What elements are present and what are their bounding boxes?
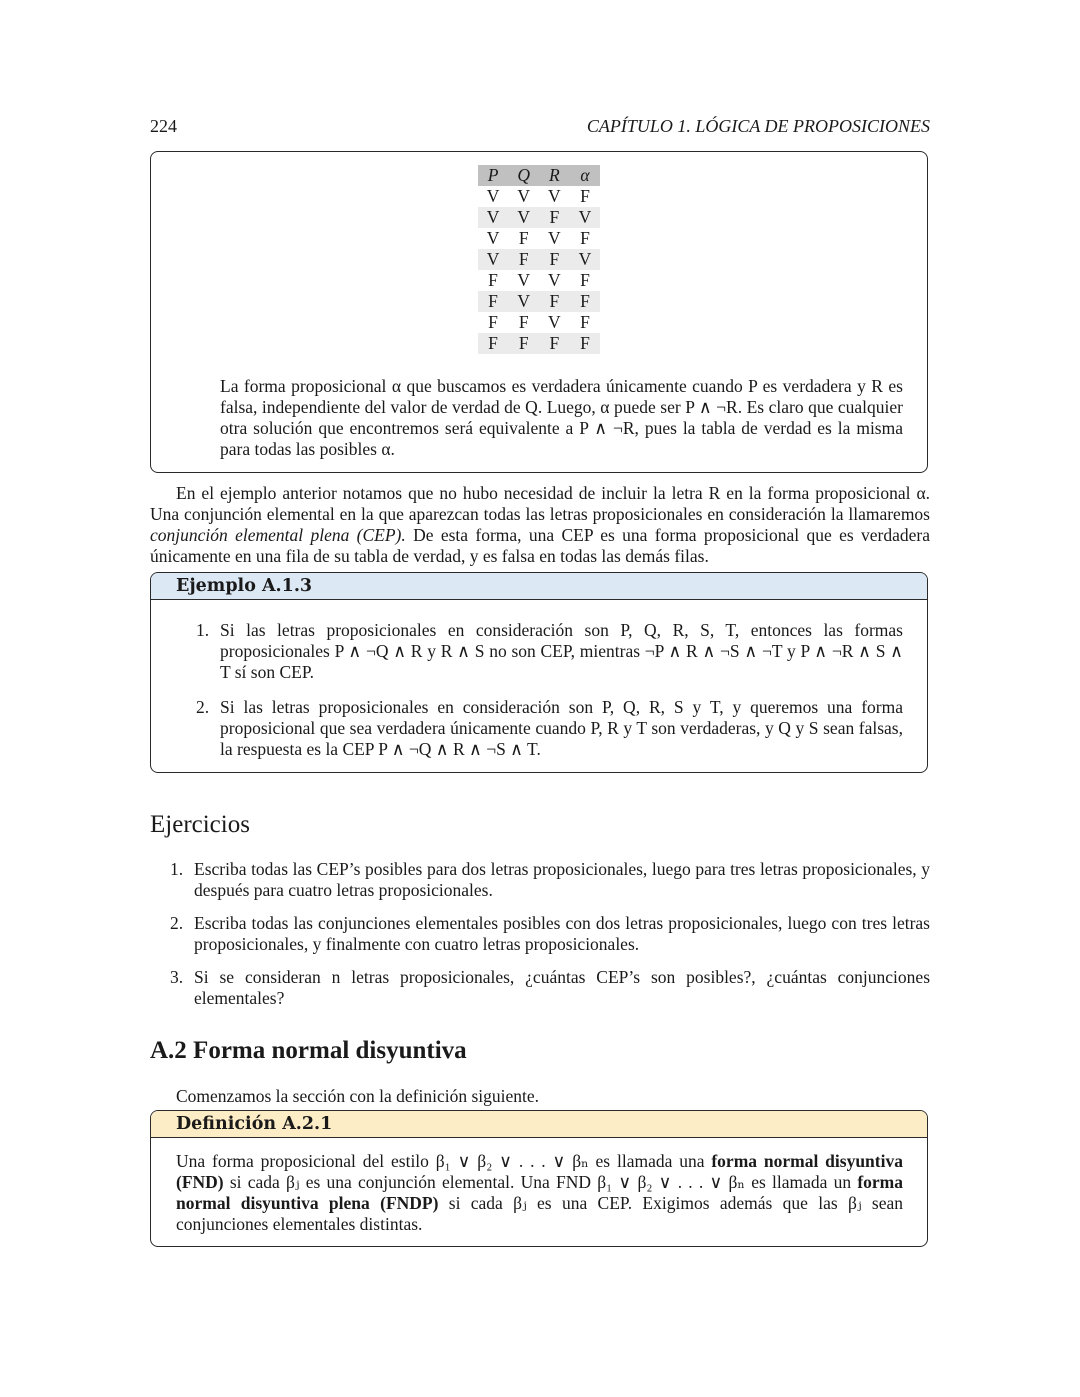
cell: F <box>580 186 590 206</box>
cell: V <box>548 186 561 206</box>
table-row <box>478 186 601 207</box>
table-row <box>478 333 601 354</box>
table-row <box>478 270 601 291</box>
example-list <box>196 620 903 760</box>
item-number: 2. <box>196 697 210 717</box>
cell: V <box>486 186 500 206</box>
item-number: 1. <box>170 859 184 879</box>
item-number: 3. <box>170 967 184 987</box>
item-number: 1. <box>196 620 210 640</box>
chapter-title: CAPÍTULO 1. LÓGICA DE PROPOSICIONES <box>586 116 930 136</box>
cell: F <box>539 333 570 354</box>
cell: V <box>570 207 601 228</box>
cell: V <box>486 228 500 248</box>
cell: F <box>539 249 570 270</box>
cell: F <box>518 228 529 248</box>
section-heading: A.2 Forma normal disyuntiva <box>150 1037 467 1064</box>
truth-table <box>478 165 601 354</box>
definition-part: si cada βⱼ es una conjunción elemental. Una FND β₁ ∨ β₂ ∨ . . . ∨ βₙ es llamada un <box>223 1172 858 1192</box>
cell: V <box>508 207 539 228</box>
box1-explanation <box>220 376 903 460</box>
table-row <box>478 312 601 333</box>
exercises-list <box>170 859 930 1009</box>
list-item <box>170 967 930 1009</box>
table-row <box>478 291 601 312</box>
list-item <box>170 859 930 901</box>
paragraph-part: En el ejemplo anterior notamos que no hubo necesidad de incluir la letra R en la forma proposicional α. Una conjunción elemental en la que aparezcan todas las letras proposicionales en consideración la llamaremos <box>150 483 930 524</box>
cell: V <box>478 207 509 228</box>
cep-paragraph <box>150 483 930 567</box>
item-number: 2. <box>170 913 184 933</box>
example-title: Ejemplo A.1.3 <box>151 573 927 600</box>
item-text: Si las letras proposicionales en consideración son P, Q, R, S y T, y queremos una forma proposicional que sea verdadera únicamente cuando P, R y T son verdaderas, y Q y S sean falsas, la respuesta es la CEP P ∧ ¬Q ∧ R ∧ ¬S ∧ T. <box>220 697 903 759</box>
list-item <box>196 697 903 760</box>
col-header: R <box>539 165 570 186</box>
cell: V <box>517 186 530 206</box>
cell: V <box>548 270 561 290</box>
item-text: Si las letras proposicionales en consideración son P, Q, R, S, T, entonces las formas proposicionales P ∧ ¬Q ∧ R y R ∧ S no son CEP, mientras ¬P ∧ R ∧ ¬S ∧ ¬T y P ∧ ¬R ∧ S ∧ T sí son CEP. <box>220 620 903 682</box>
cell: V <box>478 249 509 270</box>
table-row <box>478 249 601 270</box>
col-header: α <box>570 165 601 186</box>
cell: F <box>539 207 570 228</box>
list-item <box>196 620 903 683</box>
cell: F <box>488 270 498 290</box>
cell: V <box>508 291 539 312</box>
example-continuation-box <box>150 151 928 473</box>
paragraph-part: De esta forma, una CEP es una forma proposicional que es verdadera únicamente en una fila de su tabla de verdad, y es falsa en todas las demás filas. <box>150 525 930 566</box>
cell: F <box>580 270 590 290</box>
example-box <box>150 572 928 773</box>
cell: F <box>570 333 601 354</box>
fndp-term: forma normal disyuntiva plena (FNDP) <box>176 1172 903 1213</box>
cell: V <box>517 270 530 290</box>
exercises-heading: Ejercicios <box>150 811 250 838</box>
cell: F <box>508 249 539 270</box>
col-header: Q <box>508 165 539 186</box>
cell: F <box>518 312 529 332</box>
definition-part: Una forma proposicional del estilo β₁ ∨ β₂ ∨ . . . ∨ βₙ es llamada una <box>176 1151 712 1171</box>
definition-text <box>176 1151 903 1235</box>
section-intro: Comenzamos la sección con la definición siguiente. <box>176 1086 540 1106</box>
definition-title: Definición A.2.1 <box>151 1111 927 1138</box>
cell: V <box>548 312 561 332</box>
col-header: P <box>478 165 509 186</box>
cell: F <box>580 228 590 248</box>
cell: F <box>508 333 539 354</box>
running-header <box>150 116 930 137</box>
item-text: Escriba todas las CEP’s posibles para dos letras proposicionales, luego para tres letras proposicionales, y después para cuatro letras proposicionales. <box>194 859 930 900</box>
definition-body <box>176 1151 903 1235</box>
cell: F <box>488 312 498 332</box>
item-text: Si se consideran n letras proposicionales, ¿cuántas CEP’s son posibles?, ¿cuántas conjunciones elementales? <box>194 967 930 1008</box>
definition-box <box>150 1110 928 1247</box>
explanation-text: La forma proposicional α que buscamos es verdadera únicamente cuando P es verdadera y R es falsa, independiente del valor de verdad de Q. Luego, α puede ser P ∧ ¬R. Es claro que cualquier otra solución que encontremos será equivalente a P ∧ ¬R, pues la tabla de verdad es la misma para todas las posibles α. <box>220 376 903 459</box>
cell: V <box>548 228 561 248</box>
cell: F <box>478 333 509 354</box>
cell: F <box>478 291 509 312</box>
cell: V <box>570 249 601 270</box>
fnd-term: forma normal disyuntiva (FND) <box>176 1151 903 1192</box>
cell: F <box>580 312 590 332</box>
cep-term: conjunción elemental plena (CEP). <box>150 525 406 545</box>
truth-table-header <box>478 165 601 186</box>
table-row <box>478 207 601 228</box>
page-number: 224 <box>150 116 177 136</box>
table-row <box>478 228 601 249</box>
cell: F <box>539 291 570 312</box>
paragraph-text <box>150 483 930 567</box>
definition-part: si cada βⱼ es una CEP. Exigimos además que las βⱼ sean conjunciones elementales distintas. <box>176 1193 903 1234</box>
list-item <box>170 913 930 955</box>
item-text: Escriba todas las conjunciones elementales posibles con dos letras proposicionales, luego con tres letras proposicionales, y finalmente con cuatro letras proposicionales. <box>194 913 930 954</box>
cell: F <box>570 291 601 312</box>
